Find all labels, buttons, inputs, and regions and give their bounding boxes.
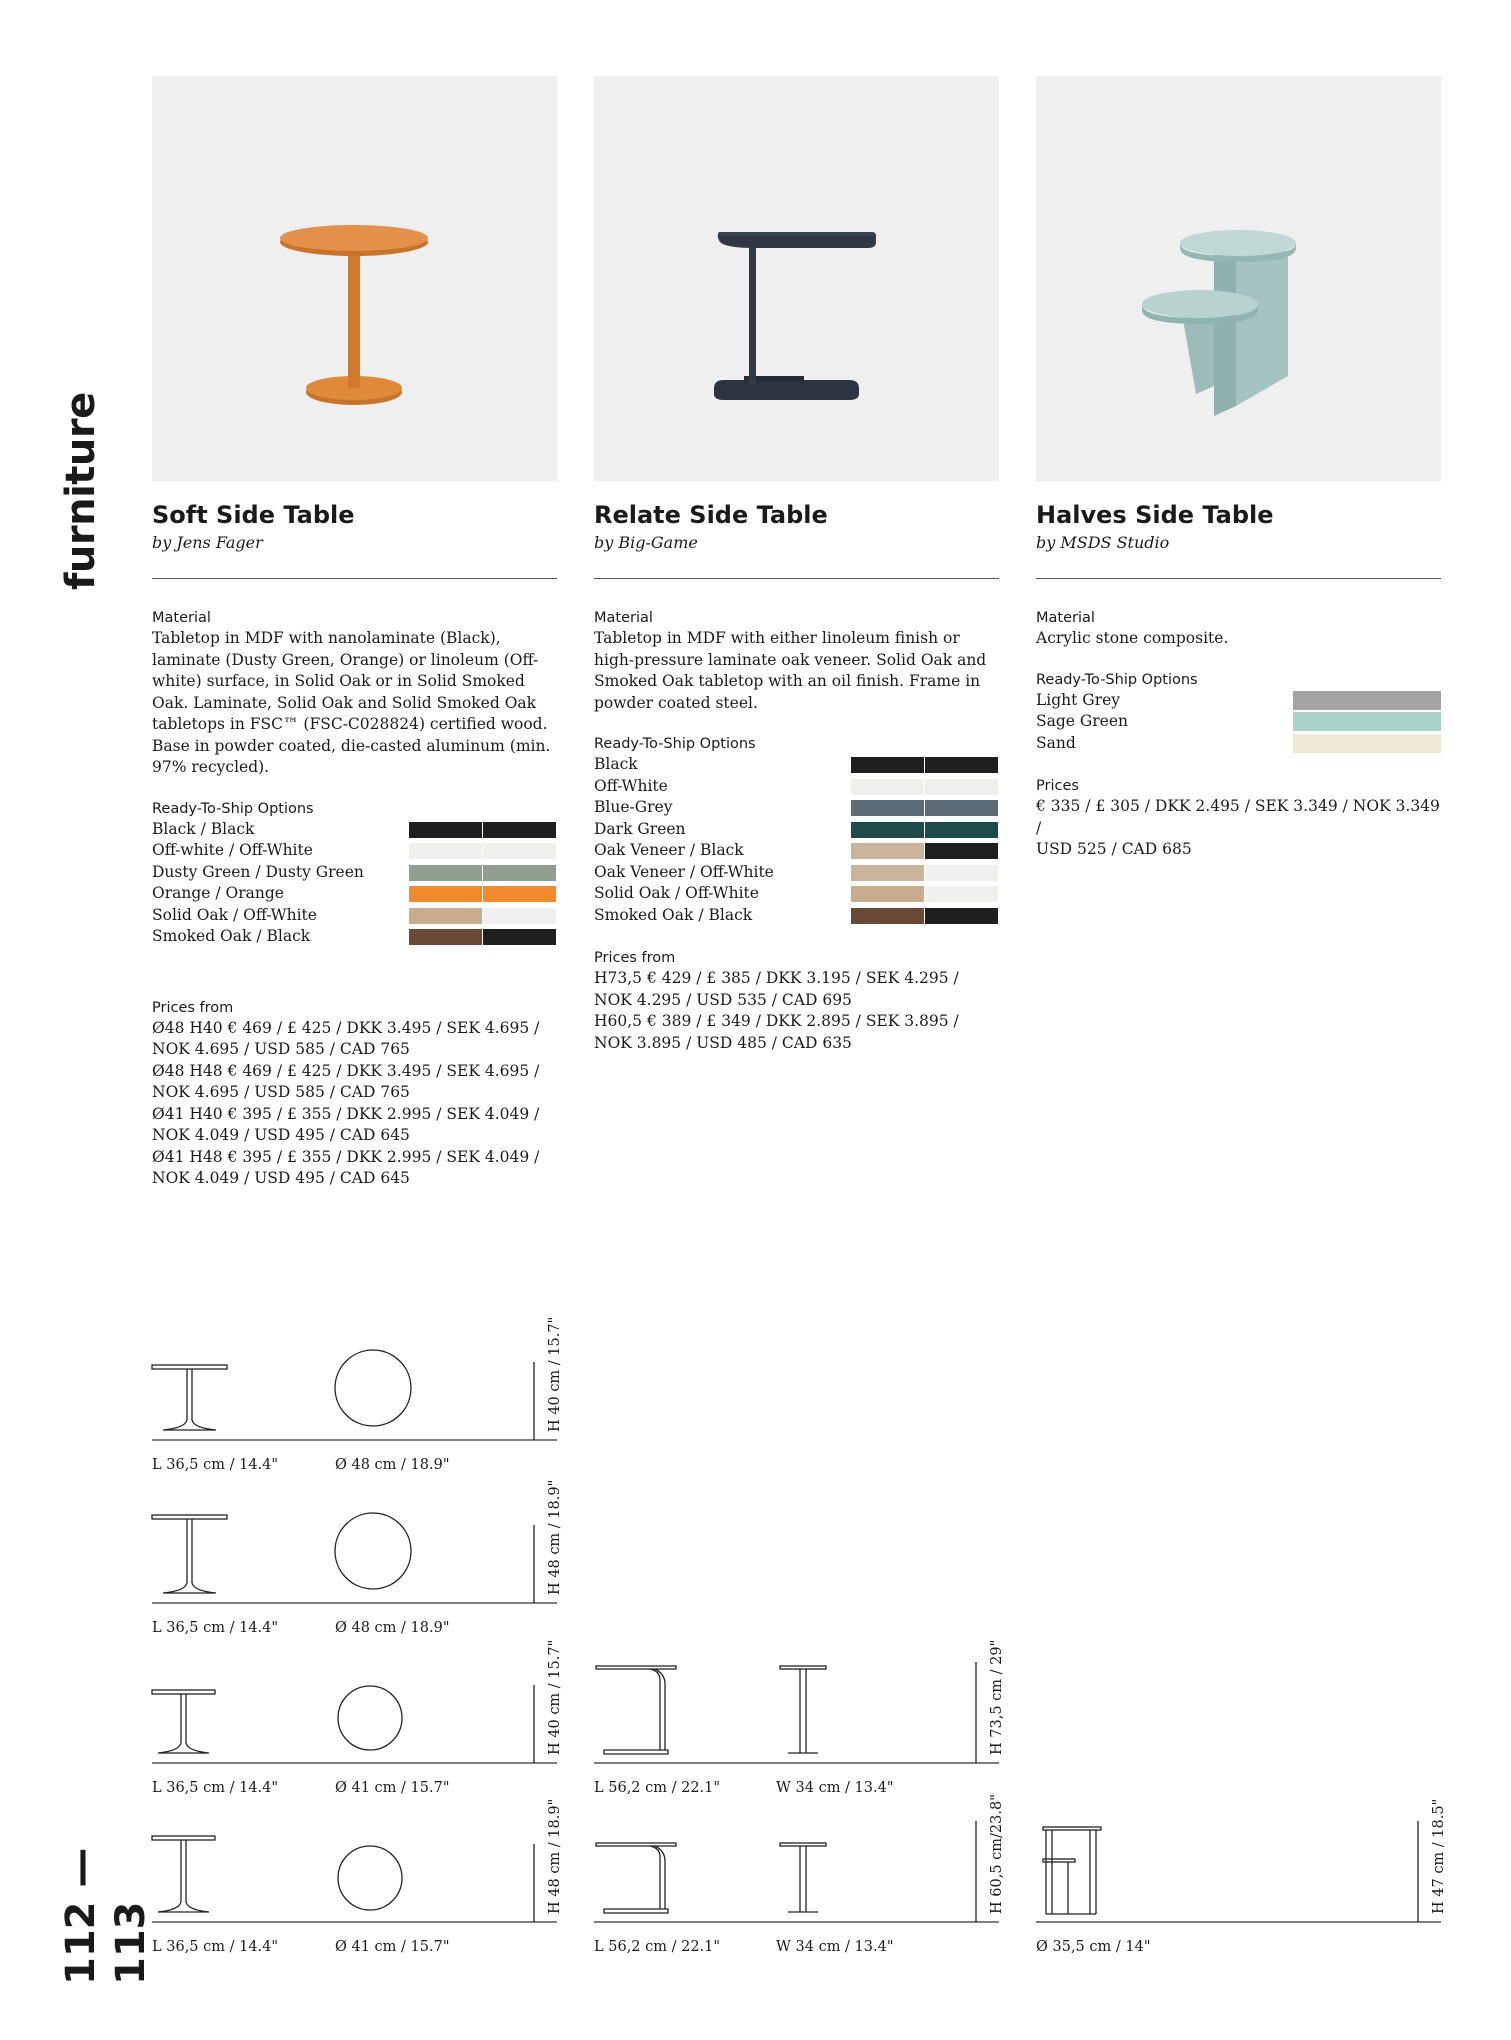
price-line: USD 525 / CAD 685: [1036, 840, 1192, 858]
color-swatch: [851, 757, 924, 773]
price-line: € 335 / £ 305 / DKK 2.495 / SEK 3.349 / NOK 3.349 /: [1036, 797, 1440, 837]
price-line: NOK 3.895 / USD 485 / CAD 635: [594, 1033, 852, 1052]
soft-h40-d41-drawing: [152, 1685, 557, 1763]
prices-label: Prices: [1036, 778, 1079, 794]
option-row: [1036, 711, 1441, 733]
color-swatch: [925, 865, 998, 881]
option-name: Smoked Oak / Black: [594, 905, 753, 924]
color-swatch: [409, 843, 482, 859]
color-swatch: [1293, 712, 1441, 731]
dim-length: L 36,5 cm / 14.4": [152, 1780, 279, 1796]
option-row: [152, 905, 557, 927]
price-line: Ø41 H40 € 395 / £ 355 / DKK 2.995 / SEK 4.049 /: [152, 1104, 540, 1123]
options-list: [594, 754, 999, 926]
option-name: Sage Green: [1036, 712, 1129, 730]
color-swatch: [851, 779, 924, 795]
options-label: Ready-To-Ship Options: [594, 736, 756, 752]
price-line: Ø48 H48 € 469 / £ 425 / DKK 3.495 / SEK 4.695 /: [152, 1061, 540, 1080]
color-swatch: [1293, 734, 1441, 753]
color-swatch: [851, 822, 924, 838]
material-text: Tabletop in MDF with nanolaminate (Black), laminate (Dusty Green, Orange) or linoleum (Off-white) surface, in Solid Oak or in Solid Smoked Oak. Laminate, Solid Oak and Solid Smoked Oak tabletops in FSC™ (FSC-C028824) certified wood. Base in powder coated, die-casted aluminum (min. 97% recycled).: [152, 629, 551, 776]
halves-side-table-photo: [1036, 76, 1441, 481]
color-swatch: [409, 822, 482, 838]
color-swatch: [409, 908, 482, 924]
option-name: Solid Oak / Off-White: [152, 905, 317, 924]
option-name: Black / Black: [152, 819, 255, 838]
divider: [1036, 578, 1441, 579]
price-line: NOK 4.295 / USD 535 / CAD 695: [594, 990, 852, 1009]
option-name: Off-white / Off-White: [152, 841, 313, 859]
product-relate-side-table: [594, 76, 999, 1054]
dim-length: L 56,2 cm / 22.1": [594, 1939, 721, 1955]
option-name: Dark Green: [594, 819, 686, 838]
dim-diameter: Ø 35,5 cm / 14": [1036, 1939, 1151, 1955]
product-halves-side-table: [1036, 76, 1441, 861]
option-name: Oak Veneer / Black: [594, 841, 744, 859]
option-row: [152, 840, 557, 862]
color-swatch: [409, 865, 482, 881]
material-text: Tabletop in MDF with either linoleum finish or high-pressure laminate oak veneer. Solid Oak and Smoked Oak tabletop with an oil finish. Frame in powder coated steel.: [594, 629, 987, 712]
dim-height: H 73,5 cm / 29": [989, 1639, 1005, 1755]
divider: [594, 578, 999, 579]
options-list: [152, 819, 557, 948]
color-swatch: [925, 800, 998, 816]
options-label: Ready-To-Ship Options: [1036, 671, 1198, 688]
dim-width: W 34 cm / 13.4": [776, 1939, 894, 1955]
product-designer: by Jens Fager: [152, 533, 263, 552]
color-swatch: [409, 886, 482, 902]
option-row: [594, 754, 999, 776]
dim-diameter: Ø 41 cm / 15.7": [335, 1939, 450, 1955]
color-swatch: [483, 822, 556, 838]
material-label: Material: [152, 610, 211, 626]
prices-label: Prices from: [594, 950, 676, 966]
dim-height: H 48 cm / 18.9": [547, 1479, 563, 1595]
price-line: Ø41 H48 € 395 / £ 355 / DKK 2.995 / SEK 4.049 /: [152, 1147, 540, 1166]
options-list: [1036, 690, 1441, 755]
dim-length: L 56,2 cm / 22.1": [594, 1780, 721, 1796]
option-name: Smoked Oak / Black: [152, 927, 311, 945]
option-row: [152, 819, 557, 841]
dim-width: W 34 cm / 13.4": [776, 1780, 894, 1796]
option-row: [594, 883, 999, 905]
soft-side-table-photo: [152, 76, 557, 481]
option-name: Sand: [1036, 733, 1076, 752]
soft-h40-d48-drawing: [152, 1350, 557, 1440]
dim-length: L 36,5 cm / 14.4": [152, 1939, 279, 1955]
soft-h48-d48-drawing: [152, 1513, 557, 1603]
soft-h48-d41-drawing: [152, 1836, 557, 1922]
section-title: furniture: [58, 392, 104, 590]
option-row: [594, 905, 999, 927]
relate-h73-drawing: [594, 1662, 999, 1763]
halves-h47-drawing: [1036, 1821, 1441, 1922]
option-name: Oak Veneer / Off-White: [594, 862, 774, 881]
color-swatch: [1293, 691, 1441, 710]
dim-height: H 40 cm / 15.7": [547, 1316, 563, 1432]
dim-diameter: Ø 41 cm / 15.7": [335, 1780, 450, 1796]
product-name: Relate Side Table: [594, 501, 828, 529]
color-swatch: [483, 886, 556, 902]
relate-side-table-photo: [594, 76, 999, 481]
dim-length: L 36,5 cm / 14.4": [152, 1457, 279, 1473]
relate-h60-drawing: [594, 1821, 999, 1922]
color-swatch: [483, 908, 556, 924]
option-name: Black: [594, 755, 638, 773]
page-numbers: 112 — 113: [58, 1847, 154, 1985]
option-row: [594, 862, 999, 884]
option-row: [594, 840, 999, 862]
prices-label: Prices from: [152, 999, 234, 1016]
color-swatch: [925, 843, 998, 859]
color-swatch: [925, 886, 998, 902]
option-name: Off-White: [594, 776, 668, 795]
prices: [152, 1018, 557, 1190]
prices: [1036, 796, 1441, 861]
dim-height: H 47 cm / 18.5": [1431, 1798, 1447, 1914]
color-swatch: [409, 929, 482, 945]
price-line: NOK 4.049 / USD 495 / CAD 645: [152, 1169, 410, 1187]
dim-diameter: Ø 48 cm / 18.9": [335, 1457, 450, 1473]
option-row: [594, 819, 999, 841]
product-name: Soft Side Table: [152, 501, 355, 529]
color-swatch: [483, 865, 556, 881]
options-label: Ready-To-Ship Options: [152, 800, 314, 817]
price-line: NOK 4.695 / USD 585 / CAD 765: [152, 1040, 410, 1058]
option-row: [594, 776, 999, 798]
dim-height: H 60,5 cm/23.8": [989, 1794, 1005, 1914]
color-swatch: [925, 757, 998, 773]
color-swatch: [483, 929, 556, 945]
price-line: NOK 4.695 / USD 585 / CAD 765: [152, 1083, 410, 1101]
option-row: [1036, 733, 1441, 755]
dim-height: H 40 cm / 15.7": [547, 1639, 563, 1755]
option-name: Blue-Grey: [594, 798, 673, 816]
dim-length: L 36,5 cm / 14.4": [152, 1620, 279, 1636]
option-row: [152, 862, 557, 884]
material-label: Material: [594, 610, 653, 626]
divider: [152, 578, 557, 579]
product-designer: by Big-Game: [594, 533, 698, 552]
product-designer: by MSDS Studio: [1036, 533, 1170, 552]
color-swatch: [925, 779, 998, 795]
dim-height: H 48 cm / 18.9": [547, 1798, 563, 1914]
material-text: Acrylic stone composite.: [1036, 629, 1229, 647]
color-swatch: [483, 843, 556, 859]
color-swatch: [851, 800, 924, 816]
color-swatch: [851, 843, 924, 859]
option-row: [594, 797, 999, 819]
color-swatch: [851, 865, 924, 881]
option-name: Dusty Green / Dusty Green: [152, 862, 364, 881]
option-row: [152, 926, 557, 948]
material-label: Material: [1036, 610, 1095, 626]
dim-diameter: Ø 48 cm / 18.9": [335, 1620, 450, 1636]
price-line: H73,5 € 429 / £ 385 / DKK 3.195 / SEK 4.295 /: [594, 969, 959, 987]
color-swatch: [851, 908, 924, 924]
option-name: Light Grey: [1036, 690, 1121, 709]
price-line: NOK 4.049 / USD 495 / CAD 645: [152, 1126, 410, 1144]
prices: [594, 968, 999, 1054]
color-swatch: [925, 908, 998, 924]
price-line: H60,5 € 389 / £ 349 / DKK 2.895 / SEK 3.895 /: [594, 1012, 959, 1030]
color-swatch: [925, 822, 998, 838]
option-name: Solid Oak / Off-White: [594, 884, 759, 902]
product-soft-side-table: [152, 76, 557, 1190]
option-row: [1036, 690, 1441, 712]
color-swatch: [851, 886, 924, 902]
product-name: Halves Side Table: [1036, 501, 1274, 529]
option-row: [152, 883, 557, 905]
price-line: Ø48 H40 € 469 / £ 425 / DKK 3.495 / SEK 4.695 /: [152, 1018, 540, 1037]
option-name: Orange / Orange: [152, 884, 284, 902]
